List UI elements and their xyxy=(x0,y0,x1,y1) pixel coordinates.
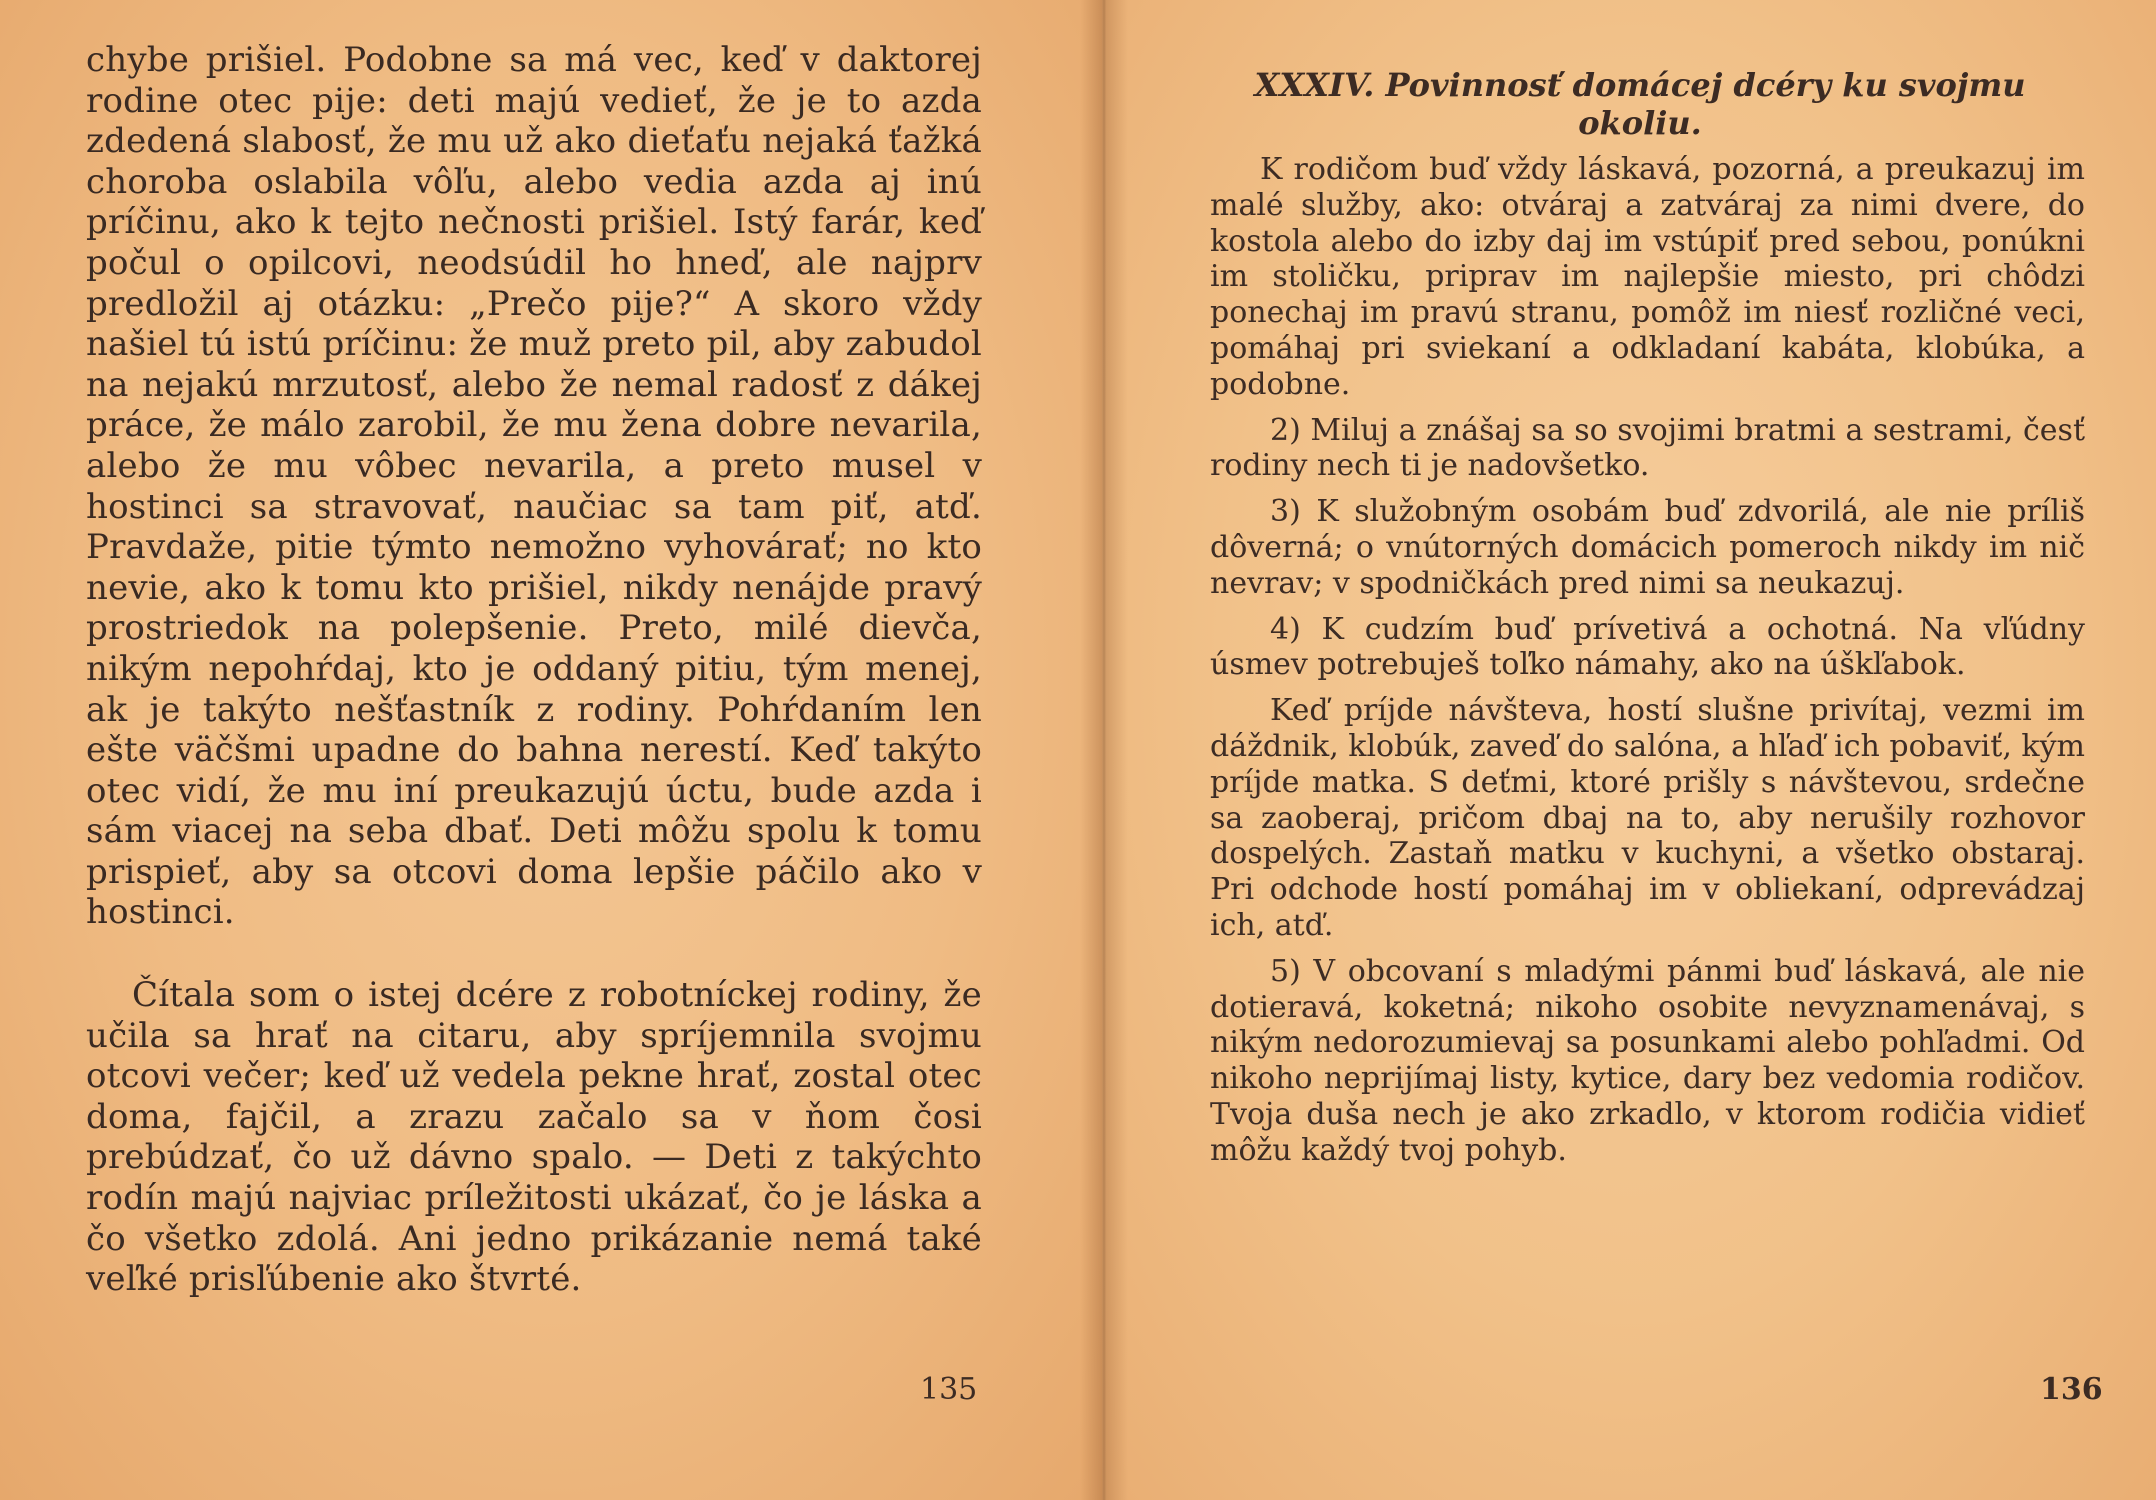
right-page-text xyxy=(1210,152,2085,1179)
right-paragraph-3: 3) K služobným osobám buď zdvorilá, ale nie príliš dôverná; o vnútorných domácich pomeroch nikdy im nič nevrav; v spodničkách pred nimi sa neukazuj. xyxy=(1210,494,2085,601)
right-paragraph-1: K rodičom buď vždy láskavá, pozorná, a preukazuj im malé služby, ako: otváraj a zatváraj za nimi dvere, do kostola alebo do izby daj im vstúpiť pred sebou, ponúkni im stoličku, priprav im najlepšie miesto, pri chôdzi ponechaj im pravú stranu, pomôž im niesť rozličné veci, pomáhaj pri sviekaní a odkladaní kabáta, klobúka, a podobne. xyxy=(1210,152,2085,402)
page-number-right: 136 xyxy=(2040,1372,2103,1407)
chapter-heading: XXXIV. Povinnosť domácej dcéry ku svojmu okoliu. xyxy=(1254,66,2026,142)
left-paragraph-1: chybe prišiel. Podobne sa má vec, keď v daktorej rodine otec pije: deti majú vedieť, že je to azda zdedená slabosť, že mu už ako dieťaťu nejaká ťažká choroba oslabila vôľu, alebo vedia azda aj inú príčinu, ako k tejto nečnosti prišiel. Istý farár, keď počul o opilcovi, neodsúdil ho hneď, ale najprv predložil aj otázku: „Prečo pije?“ A skoro vždy našiel tú istú príčinu: že muž preto pil, aby zabudol na nejakú mrzutosť, alebo že nemal radosť z dákej práce, že málo zarobil, že mu žena dobre nevarila, alebo že mu vôbec nevarila, a preto musel v hostinci sa stravovať, naučiac sa tam piť, atď. Pravdaže, pitie týmto nemožno vyhovárať; no kto nevie, ako k tomu kto prišiel, nikdy nenájde pravý prostriedok na polepšenie. Preto, milé dievča, nikým nepohŕdaj, kto je oddaný pitiu, tým menej, ak je takýto nešťastník z rodiny. Pohŕdaním len ešte väčšmi upadne do bahna nerestí. Keď takýto otec vidí, že mu iní preukazujú úctu, bude azda i sám viacej na seba dbať. Deti môžu spolu k tomu prispieť, aby sa otcovi doma lepšie páčilo ako v hostinci. xyxy=(86,40,982,933)
right-paragraph-4: 4) K cudzím buď prívetivá a ochotná. Na vľúdny úsmev potrebuješ toľko námahy, ako na úškľabok. xyxy=(1210,611,2085,683)
left-paragraph-2: Čítala som o istej dcére z robotníckej rodiny, že učila sa hrať na citaru, aby spríjemnila svojmu otcovi večer; keď už vedela pekne hrať, zostal otec doma, fajčil, a zrazu začalo sa v ňom čosi prebúdzať, čo už dávno spalo. — Deti z takýchto rodín majú najviac príležitosti ukázať, čo je láska a čo všetko zdolá. Ani jedno prikázanie nemá také veľké prisľúbenie ako štvrté. xyxy=(86,975,982,1300)
left-page-text xyxy=(86,40,982,1300)
page-number-left: 135 xyxy=(920,1372,978,1407)
book-gutter xyxy=(1080,0,1128,1500)
right-paragraph-5: Keď príjde návšteva, hostí slušne privítaj, vezmi im dáždnik, klobúk, zaveď do salóna, a hľaď ich pobaviť, kým príjde matka. S deťmi, ktoré prišly s návštevou, srdečne sa zaoberaj, pričom dbaj na to, aby nerušily rozhovor dospelých. Zastaň matku v kuchyni, a všetko obstaraj. Pri odchode hostí pomáhaj im v obliekaní, odprevádzaj ich, atď. xyxy=(1210,693,2085,943)
right-paragraph-2: 2) Miluj a znášaj sa so svojimi bratmi a sestrami, česť rodiny nech ti je nadovšetko. xyxy=(1210,412,2085,484)
right-paragraph-6: 5) V obcovaní s mladými pánmi buď láskavá, ale nie dotieravá, koketná; nikoho osobite nevyznamenávaj, s nikým nedorozumievaj sa posunkami alebo pohľadmi. Od nikoho neprijímaj listy, kytice, dary bez vedomia rodičov. Tvoja duša nech je ako zrkadlo, v ktorom rodičia vidieť môžu každý tvoj pohyb. xyxy=(1210,953,2085,1168)
